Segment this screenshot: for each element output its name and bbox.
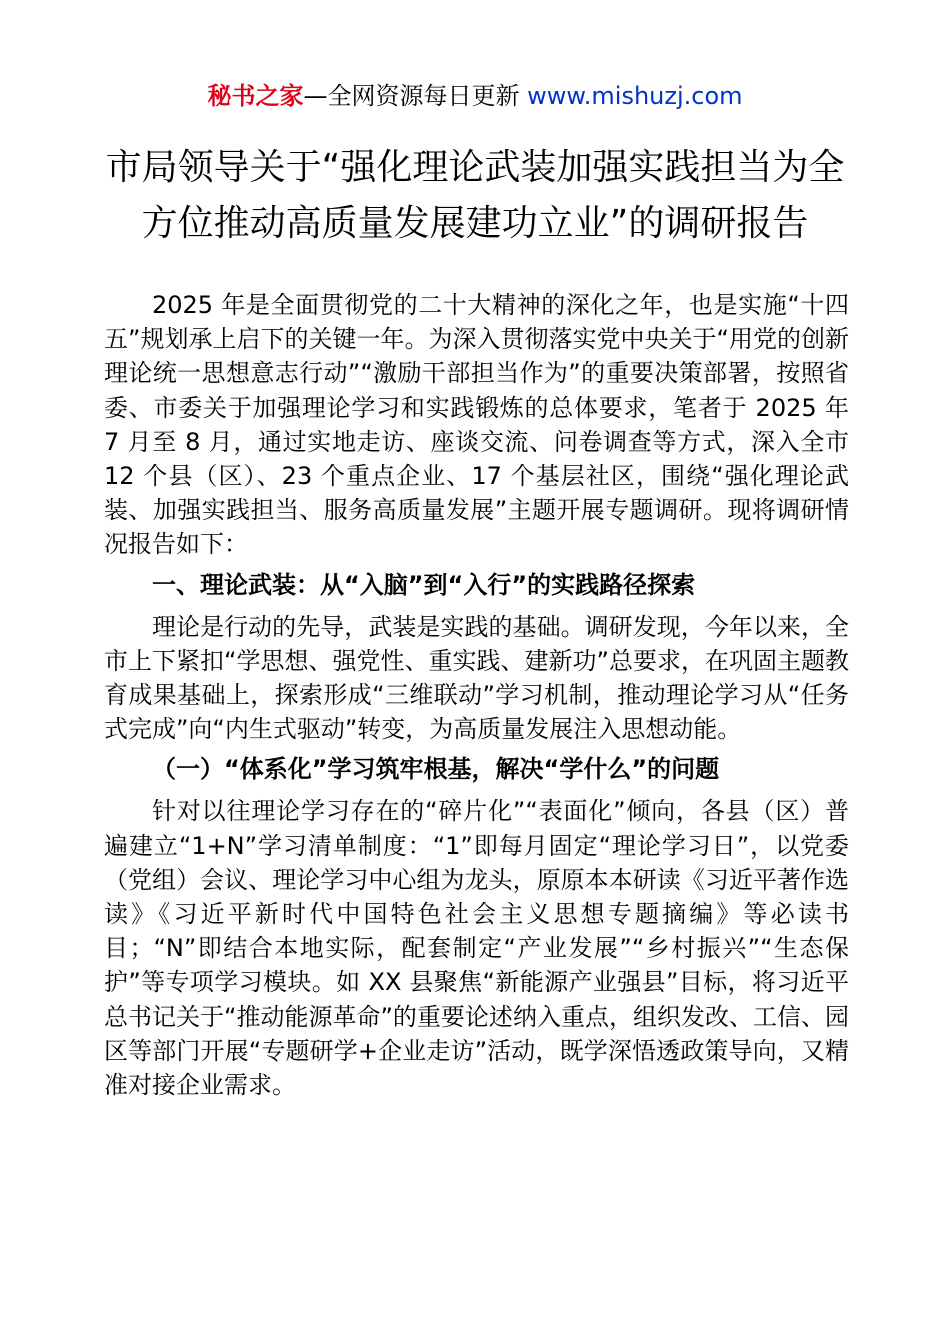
document-title	[100, 140, 850, 252]
title-line-2: 方位推动高质量发展建功立业”的调研报告	[141, 203, 809, 244]
brand-name: 秘书之家	[207, 82, 304, 110]
section-1-paragraph: 理论是行动的先导，武装是实践的基础。调研发现，今年以来，全市上下紧扣“学思想、强党性、重实践、建新功”总要求，在巩固主题教育成果基础上，探索形成“三维联动”学习机制，推动理论学习从“任务式完成”向“内生式驱动”转变，为高质量发展注入思想动能。	[104, 612, 849, 744]
title-line-1: 市局领导关于“强化理论武装加强实践担当为全	[105, 147, 845, 188]
intro-paragraph: 2025 年是全面贯彻党的二十大精神的深化之年，也是实施“十四五”规划承上启下的关键一年。为深入贯彻落实党中央关于“用党的创新理论统一思想意志行动”“激励干部担当作为”的重要决策部署，按照省委、市委关于加强理论学习和实践锻炼的总体要求，笔者于 2025 年 7 月至 8 月，通过实地走访、座谈交流、问卷调查等方式，深入全市 12 个县（区）、23 个重点企业、17 个基层社区，围绕“强化理论武装、加强实践担当、服务高质量发展”主题开展专题调研。现将调研情况报告如下：	[104, 291, 849, 559]
subsection-1-paragraph: 针对以往理论学习存在的“碎片化”“表面化”倾向，各县（区）普遍建立“1+N”学习清单制度：“1”即每月固定“理论学习日”，以党委（党组）会议、理论学习中心组为龙头，原原本本研读《习近平著作选读》《习近平新时代中国特色社会主义思想专题摘编》等必读书目；“N”即结合本地实际，配套制定“产业发展”“乡村振兴”“生态保护”等专项学习模块。如 XX 县聚焦“新能源产业强县”目标，将习近平总书记关于“推动能源革命”的重要论述纳入重点，组织发改、工信、园区等部门开展“专题研学+企业走访”活动，既学深悟透政策导向，又精准对接企业需求。	[104, 797, 849, 1100]
document-body	[104, 288, 849, 1102]
subsection-1-heading: （一）“体系化”学习筑牢根基，解决“学什么”的问题	[152, 755, 720, 784]
header-tagline: —全网资源每日更新	[303, 82, 520, 110]
section-1-heading: 一、理论武装：从“入脑”到“入行”的实践路径探索	[152, 570, 696, 599]
site-url-link[interactable]: www.mishuzj.com	[527, 82, 743, 110]
site-header	[0, 80, 950, 112]
